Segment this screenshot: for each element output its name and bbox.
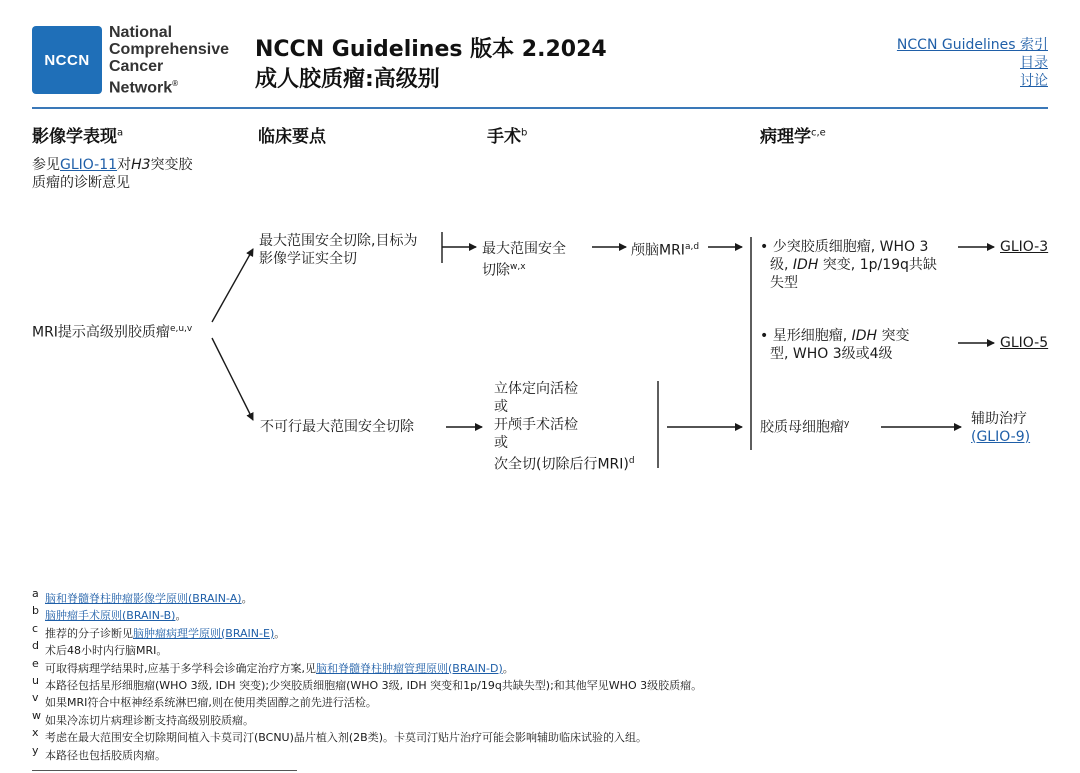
logo-line: National — [109, 24, 173, 41]
footnote-text: 如果MRI符合中枢神经系统淋巴瘤,则在使用类固醇之前先进行活检。 — [45, 696, 377, 710]
mri-finding: MRI提示高级别胶质瘤$^{e,u,v}$ — [32, 324, 193, 341]
footnote-link[interactable]: 脑肿瘤手术原则(BRAIN-B) — [45, 609, 176, 623]
guideline-version-title: NCCN Guidelines 版本 2.2024 — [255, 37, 607, 62]
footnote-link[interactable]: 脑肿瘤病理学原则(BRAIN-E) — [133, 626, 275, 640]
pathology-glioblastoma: 胶质母细胞瘤$^y$ — [760, 419, 850, 436]
biopsy-options: 立体定向活检 或 开颅手术活检 或 次全切(切除后行MRI)$^d$ — [494, 381, 635, 473]
pathology-oligodendroglioma: • 少突胶质细胞瘤, WHO 3 级, IDH 突变, 1p/19q共缺 失型 — [760, 239, 937, 291]
footnote-letter: w — [32, 708, 41, 722]
table-of-contents-link[interactable]: 目录 — [1020, 55, 1048, 71]
footnote-text: 如果冷冻切片病理诊断支持高级别胶质瘤。 — [45, 713, 254, 727]
registered-mark: ® — [172, 79, 179, 88]
footnote-letter: x — [32, 726, 39, 740]
footnote-text: 推荐的分子诊断见脑肿瘤病理学原则(BRAIN-E)。 — [45, 626, 286, 640]
footnote-link[interactable]: 脑和脊髓脊柱肿瘤管理原则(BRAIN-D) — [316, 661, 503, 675]
footnote-divider — [32, 770, 297, 771]
footnote-letter: d — [32, 639, 39, 653]
glio-5-link[interactable]: GLIO-5 — [1000, 335, 1049, 351]
footnote-letter: b — [32, 604, 39, 618]
logo-line: Network® — [109, 79, 179, 97]
footnote-text: 术后48小时内行脑MRI。 — [45, 644, 168, 658]
resection-not-feasible: 不可行最大范围安全切除 — [260, 419, 414, 435]
column-heading-pathology: 病理学$^{c,e}$ — [760, 127, 826, 147]
footnote-letter: v — [32, 691, 39, 705]
logo-line: Comprehensive — [109, 41, 230, 58]
discussion-link[interactable]: 讨论 — [1020, 73, 1048, 89]
logo-abbr: NCCN — [44, 51, 90, 69]
footnote-letter: u — [32, 674, 39, 687]
footnote-text: 本路径也包括胶质肉瘤。 — [45, 748, 166, 762]
glio-3-link[interactable]: GLIO-3 — [1000, 239, 1049, 255]
footnote-text: 可取得病理学结果时,应基于多学科会诊确定治疗方案,见脑和脊髓脊柱肿瘤管理原则(BRAIN-D)。 — [45, 661, 514, 675]
logo-line: Cancer — [109, 58, 164, 75]
guideline-topic-title: 成人胶质瘤:高级别 — [255, 67, 440, 92]
glio-9-link[interactable]: (GLIO-9) — [971, 429, 1031, 445]
pathology-astrocytoma: • 星形细胞瘤, IDH 突变 型, WHO 3级或4级 — [760, 328, 910, 362]
footnote-text: 本路径包括星形细胞瘤(WHO 3级, IDH 突变);少突胶质细胞瘤(WHO 3级, IDH 突变和1p/19q共缺失型);和其他罕见WHO 3级胶质瘤。 — [45, 679, 703, 692]
adjuvant-therapy: 辅助治疗 (GLIO-9) — [971, 411, 1031, 445]
footnote-letter: e — [32, 656, 39, 670]
column-heading-imaging: 影像学表现$^a$ — [32, 127, 124, 147]
glio-11-link[interactable]: GLIO-11 — [60, 157, 118, 173]
guidelines-index-link[interactable]: NCCN Guidelines 索引 — [896, 37, 1048, 53]
footnote-link[interactable]: 脑和脊髓脊柱肿瘤影像学原则(BRAIN-A) — [45, 592, 242, 605]
branch-line-up — [212, 249, 253, 322]
column-heading-clinical: 临床要点 — [258, 127, 326, 147]
footnote-letter: y — [32, 743, 39, 757]
h3-note: 参见GLIO-11对H3突变胶 质瘤的诊断意见 — [32, 157, 193, 191]
column-heading-surgery: 手术$^b$ — [487, 127, 528, 147]
footnote-letter: a — [32, 587, 39, 600]
max-resection-option: 最大范围安全切除,目标为 影像学证实全切 — [259, 233, 418, 267]
footnote-letter: c — [32, 621, 39, 635]
footnote-text: 考虑在最大范围安全切除期间植入卡莫司汀(BCNU)晶片植入剂(2B类)。卡莫司汀贴片治疗可能会影响辅助临床试验的入组。 — [45, 731, 648, 745]
max-resection-done: 最大范围安全 切除$^{w,x}$ — [482, 241, 566, 279]
footnote-text: 脑和脊髓脊柱肿瘤影像学原则(BRAIN-A)。 — [45, 592, 253, 605]
branch-line-down — [212, 338, 253, 420]
brain-mri: 颅脑MRI$^{a,d}$ — [631, 242, 700, 259]
footnote-text: 脑肿瘤手术原则(BRAIN-B)。 — [45, 609, 187, 623]
